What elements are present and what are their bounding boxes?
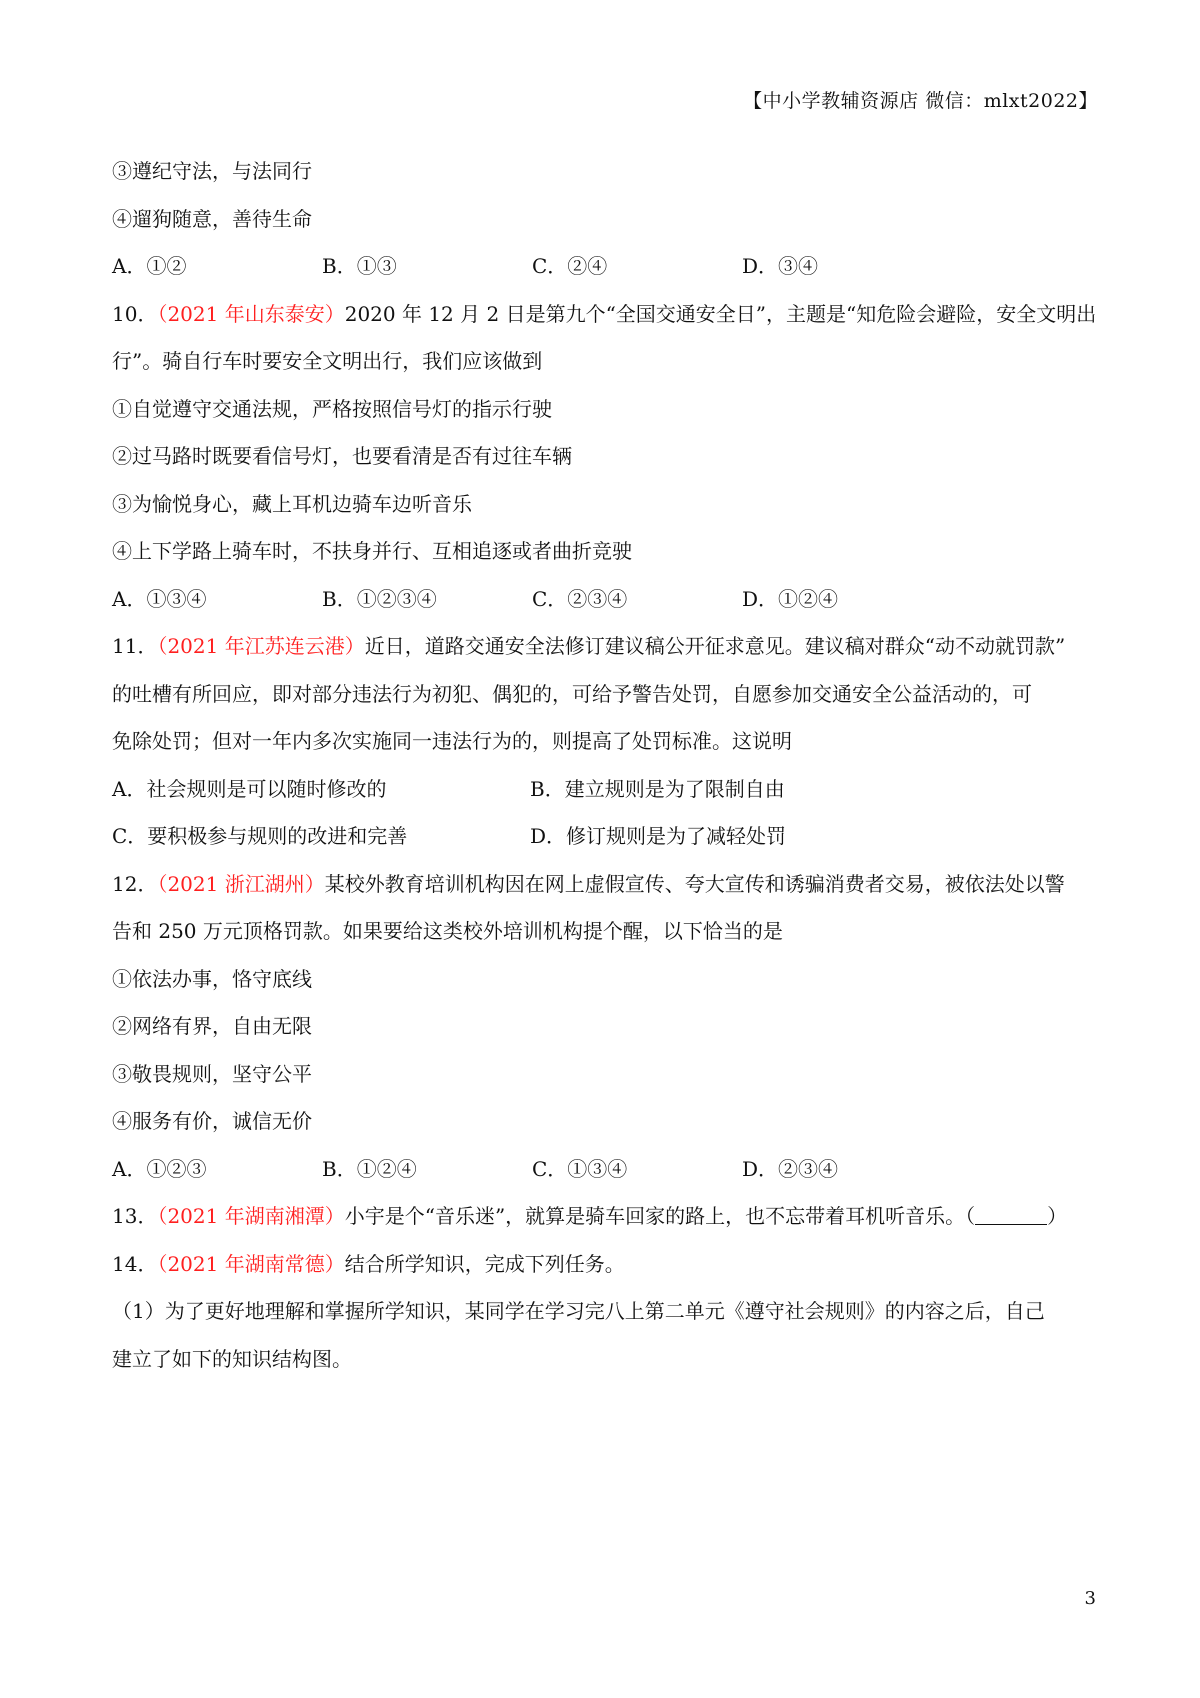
q13-source: （2021 年湖南湘潭） [157, 1204, 345, 1228]
q12-option-a: A．①②③ [112, 1156, 207, 1181]
q12-text: 某校外教育培训机构因在网上虚假宣传、夸大宣传和诱骗消费者交易，被依法处以警 [324, 871, 1065, 896]
q11-stem-line3: 免除处罚；但对一年内多次实施同一违法行为的，则提高了处罚标准。这说明 [112, 729, 792, 753]
q9-option-a: A．①② [112, 254, 187, 278]
q9-options [112, 243, 1100, 291]
q10-item-3: ③为愉悦身心，藏上耳机边骑车边听音乐 [112, 491, 472, 516]
q10-text: 2020 年 12 月 2 日是第九个“全国交通安全日”，主题是“知危险会避险，安全文明出 [344, 301, 1097, 326]
q12-item-3: ③敬畏规则，坚守公平 [112, 1061, 312, 1086]
q11-options-row2 [112, 813, 1100, 861]
q12-stem-line2: 告和 250 万元顶格罚款。如果要给这类校外培训机构提个醒，以下恰当的是 [112, 919, 783, 943]
q12-options [112, 1146, 1100, 1194]
q10-option-b: B．①②③④ [322, 586, 437, 611]
q9-item-4: ④遛狗随意，善待生命 [112, 206, 312, 231]
q12-option-d: D．②③④ [742, 1156, 839, 1181]
q11-stem-line2: 的吐槽有所回应，即对部分违法行为初犯、偶犯的，可给予警告处罚，自愿参加交通安全公益活动的，可 [112, 681, 1032, 706]
q14-text: 结合所学知识，完成下列任务。 [344, 1251, 625, 1276]
q11-number: 11． [112, 634, 158, 658]
q12-option-c: C．①③④ [532, 1156, 628, 1181]
q10-option-d: D．①②④ [742, 586, 839, 611]
q10-number: 10． [112, 301, 158, 326]
q14-sub1-line1: （1）为了更好地理解和掌握所学知识，某同学在学习完八上第二单元《遵守社会规则》的内容之后，自己 [112, 1299, 1045, 1323]
q9-option-d: D．③④ [742, 254, 819, 278]
q11-stem-line1 [112, 623, 1100, 671]
q11-option-b: B．建立规则是为了限制自由 [530, 776, 785, 801]
q11-text: 近日，道路交通安全法修订建议稿公开征求意见。建议稿对群众“动不动就罚款” [364, 634, 1066, 658]
q10-stem-line1 [112, 291, 1100, 339]
q12-option-b: B．①②④ [322, 1156, 417, 1181]
q13-stem [112, 1193, 1100, 1241]
q11-option-d: D．修订规则是为了减轻处罚 [530, 824, 787, 848]
q11-source: （2021 年江苏连云港） [157, 634, 365, 658]
q10-stem-line2: 行”。骑自行车时要安全文明出行，我们应该做到 [112, 349, 543, 373]
q14-source: （2021 年湖南常德） [157, 1251, 345, 1276]
q10-options [112, 576, 1100, 624]
q9-option-b: B．①③ [322, 254, 397, 278]
q13-text-end: ） [1047, 1204, 1068, 1228]
q14-number: 14． [112, 1251, 158, 1276]
question-content [112, 148, 1100, 1383]
q13-answer-blank[interactable] [975, 1206, 1047, 1225]
q10-item-4: ④上下学路上骑车时，不扶身并行、互相追逐或者曲折竞驶 [112, 539, 632, 563]
q9-item-3: ③遵纪守法，与法同行 [112, 159, 312, 183]
q12-item-4: ④服务有价，诚信无价 [112, 1109, 312, 1133]
q12-item-1: ①依法办事，恪守底线 [112, 966, 312, 991]
q11-options-row1 [112, 766, 1100, 814]
q11-option-a: A．社会规则是可以随时修改的 [112, 776, 387, 801]
q12-number: 12． [112, 871, 158, 896]
q13-number: 13． [112, 1204, 158, 1228]
q10-source: （2021 年山东泰安） [157, 301, 345, 326]
q12-stem-line1 [112, 861, 1100, 909]
page-number: 3 [1084, 1588, 1096, 1609]
q13-text: 小宇是个“音乐迷”，就算是骑车回家的路上，也不忘带着耳机听音乐。（ [344, 1204, 976, 1228]
q12-item-2: ②网络有界，自由无限 [112, 1014, 312, 1038]
q12-source: （2021 浙江湖州） [157, 871, 325, 896]
q10-item-1: ①自觉遵守交通法规，严格按照信号灯的指示行驶 [112, 396, 552, 421]
q10-item-2: ②过马路时既要看信号灯，也要看清是否有过往车辆 [112, 444, 572, 468]
q10-option-c: C．②③④ [532, 586, 628, 611]
q14-sub1-line2: 建立了如下的知识结构图。 [112, 1346, 352, 1371]
q10-option-a: A．①③④ [112, 586, 207, 611]
q11-option-c: C．要积极参与规则的改进和完善 [112, 824, 408, 848]
q14-stem [112, 1241, 1100, 1289]
q9-option-c: C．②④ [532, 254, 608, 278]
header-note: 【中小学教辅资源店 微信：mlxt2022】 [743, 90, 1098, 112]
